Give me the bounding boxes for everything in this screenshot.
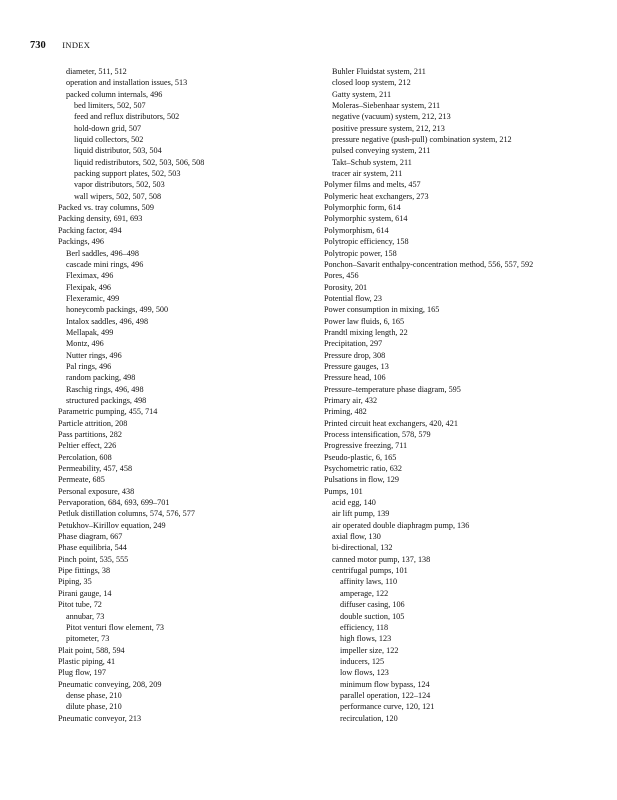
index-subentry: Gatty system, 211 <box>332 89 392 99</box>
index-subentry: hold-down grid, 507 <box>74 123 142 133</box>
index-subentry: Montz, 496 <box>66 339 104 349</box>
index-entry: Pneumatic conveying, 208, 209 <box>58 679 162 689</box>
index-subentry: Mellapak, 499 <box>66 327 114 337</box>
index-entry: Psychometric ratio, 632 <box>324 464 402 474</box>
index-entry: Packed vs. tray columns, 509 <box>58 203 154 213</box>
index-entry: Power law fluids, 6, 165 <box>324 316 405 326</box>
index-subentry: Takt–Schub system, 211 <box>332 157 412 167</box>
index-subentry: affinity laws, 110 <box>340 577 398 587</box>
index-entry: Porosity, 201 <box>324 282 368 292</box>
index-subentry: parallel operation, 122–124 <box>340 690 431 700</box>
index-entry: Pressure gauges, 13 <box>324 361 389 371</box>
index-entry: Polytropic power, 158 <box>324 248 397 258</box>
index-subentry: low flows, 123 <box>340 668 389 678</box>
index-entry: Pores, 456 <box>324 271 359 281</box>
index-subentry: positive pressure system, 212, 213 <box>332 123 445 133</box>
index-entry: Pervaporation, 684, 693, 699–701 <box>58 498 170 508</box>
index-subentry: impeller size, 122 <box>340 645 399 655</box>
index-entry: Packings, 496 <box>58 237 104 247</box>
index-entry: Polymorphic form, 614 <box>324 203 401 213</box>
index-entry: Petukhov–Kirillov equation, 249 <box>58 520 166 530</box>
index-subentry: diameter, 511, 512 <box>66 67 127 76</box>
index-entry: Pass partitions, 282 <box>58 430 122 439</box>
index-subentry: annubar, 73 <box>66 611 105 621</box>
index-entry: Pressure head, 106 <box>324 373 386 383</box>
index-entry: Process intensification, 578, 579 <box>324 430 431 439</box>
index-subentry: honeycomb packings, 499, 500 <box>66 305 169 315</box>
index-subentry: vapor distributors, 502, 503 <box>74 180 165 190</box>
index-subentry: high flows, 123 <box>340 634 392 644</box>
index-subentry: recirculation, 120 <box>340 713 398 723</box>
index-subentry: Pal rings, 496 <box>66 361 112 371</box>
index-subentry: pressure negative (push-pull) combination system, 212 <box>332 135 512 145</box>
index-entry: Polymorphic system, 614 <box>324 214 408 224</box>
index-entry: Permeate, 685 <box>58 475 105 485</box>
index-subentry: axial flow, 130 <box>332 532 381 542</box>
page-header <box>30 40 90 51</box>
page-number: 730 <box>30 40 46 51</box>
index-subentry: double suction, 105 <box>340 611 405 621</box>
index-entry: Pressure–temperature phase diagram, 595 <box>324 384 461 394</box>
index-subentry: inducers, 125 <box>340 656 385 666</box>
index-subentry: Raschig rings, 496, 498 <box>66 384 144 394</box>
index-entry: Pinch point, 535, 555 <box>58 554 129 564</box>
index-entry: Plug flow, 197 <box>58 668 106 678</box>
index-subentry: liquid distributor, 503, 504 <box>74 146 162 156</box>
index-entry: Ponchon–Savarit enthalpy-concentration method, 556, 557, 592 <box>324 259 534 269</box>
index-entry: Potential flow, 23 <box>324 293 382 303</box>
index-subentry: dilute phase, 210 <box>66 702 122 712</box>
index-subentry: liquid redistributors, 502, 503, 506, 508 <box>74 157 205 167</box>
index-entry: Packing factor, 494 <box>58 225 122 235</box>
index-entry: Petluk distillation columns, 574, 576, 577 <box>58 509 195 519</box>
index-entry: Particle attrition, 208 <box>58 418 128 428</box>
index-subentry: liquid collectors, 502 <box>74 135 144 145</box>
index-subentry: wall wipers, 502, 507, 508 <box>74 191 162 201</box>
index-entry: Parametric pumping, 455, 714 <box>58 407 158 417</box>
index-subentry: pulsed conveying system, 211 <box>332 146 431 156</box>
index-subentry: tracer air system, 211 <box>332 169 403 179</box>
index-subentry: efficiency, 118 <box>340 622 389 632</box>
index-subentry: bi-directional, 132 <box>332 543 393 553</box>
index-entry: Pulsations in flow, 129 <box>324 475 399 485</box>
index-subentry: minimum flow bypass, 124 <box>340 679 430 689</box>
index-subentry: Flexipak, 496 <box>66 282 112 292</box>
running-title: INDEX <box>62 40 91 50</box>
index-entry: Pressure drop, 308 <box>324 350 386 360</box>
index-subentry: acid egg, 140 <box>332 498 376 508</box>
index-entry: Polymorphism, 614 <box>324 225 389 235</box>
index-entry: Precipitation, 297 <box>324 339 383 349</box>
index-entry: Pirani gauge, 14 <box>58 588 112 598</box>
index-entry: Peltier effect, 226 <box>58 441 117 451</box>
index-subentry: closed loop system, 212 <box>332 78 411 88</box>
index-subentry: feed and reflux distributors, 502 <box>74 112 180 122</box>
index-column-right <box>324 66 609 724</box>
index-entry: Plait point, 588, 594 <box>58 645 125 655</box>
index-subentry: performance curve, 120, 121 <box>340 702 435 712</box>
index-entry: Percolation, 608 <box>58 452 112 462</box>
index-entry: Polymeric heat exchangers, 273 <box>324 191 429 201</box>
index-entry: Personal exposure, 438 <box>58 486 135 496</box>
index-entry: Polytropic efficiency, 158 <box>324 237 409 247</box>
index-entry: Polymer films and melts, 457 <box>324 180 421 190</box>
index-subentry: bed limiters, 502, 507 <box>74 101 146 111</box>
index-subentry: Flexeramic, 499 <box>66 293 120 303</box>
index-entry: Pseudo-plastic, 6, 165 <box>324 452 397 462</box>
index-entry: Primary air, 432 <box>324 395 378 405</box>
index-entry: Progressive freezing, 711 <box>324 441 408 451</box>
index-subentry: Pitot venturi flow element, 73 <box>66 622 165 632</box>
index-subentry: packed column internals, 496 <box>66 89 163 99</box>
index-subentry: dense phase, 210 <box>66 690 122 700</box>
index-subentry: Buhler Fluidstat system, 211 <box>332 67 426 76</box>
index-subentry: structured packings, 498 <box>66 395 147 405</box>
index-subentry: Nutter rings, 496 <box>66 350 122 360</box>
index-subentry: pitometer, 73 <box>66 634 110 644</box>
index-subentry: amperage, 122 <box>340 588 389 598</box>
index-entry: Permeability, 457, 458 <box>58 464 133 474</box>
index-entry: Pipe fittings, 38 <box>58 566 111 576</box>
index-entry: Priming, 482 <box>324 407 367 417</box>
index-subentry: air operated double diaphragm pump, 136 <box>332 520 470 530</box>
index-subentry: Moleras–Siebenhaar system, 211 <box>332 101 441 111</box>
index-entry: Prandtl mixing length, 22 <box>324 327 408 337</box>
index-subentry: random packing, 498 <box>66 373 136 383</box>
index-entry: Pumps, 101 <box>324 486 363 496</box>
index-subentry: canned motor pump, 137, 138 <box>332 554 431 564</box>
index-subentry: Fleximax, 496 <box>66 271 114 281</box>
index-column-left <box>58 66 328 724</box>
index-subentry: operation and installation issues, 513 <box>66 78 188 88</box>
index-entry: Printed circuit heat exchangers, 420, 421 <box>324 418 458 428</box>
index-subentry: air lift pump, 139 <box>332 509 390 519</box>
index-subentry: Intalox saddles, 496, 498 <box>66 316 149 326</box>
index-entry: Piping, 35 <box>58 577 92 587</box>
index-entry: Phase diagram, 667 <box>58 532 123 542</box>
index-entry: Pneumatic conveyor, 213 <box>58 713 142 723</box>
index-entry: Plastic piping, 41 <box>58 656 116 666</box>
index-entry: Packing density, 691, 693 <box>58 214 143 224</box>
index-subentry: packing support plates, 502, 503 <box>74 169 181 179</box>
index-subentry: negative (vacuum) system, 212, 213 <box>332 112 451 122</box>
index-subentry: diffuser casing, 106 <box>340 600 405 610</box>
index-subentry: cascade mini rings, 496 <box>66 259 144 269</box>
index-subentry: centrifugal pumps, 101 <box>332 566 408 576</box>
index-entry: Phase equilibria, 544 <box>58 543 127 553</box>
index-entry: Pitot tube, 72 <box>58 600 102 610</box>
index-entry: Power consumption in mixing, 165 <box>324 305 440 315</box>
index-subentry: Berl saddles, 496–498 <box>66 248 139 258</box>
